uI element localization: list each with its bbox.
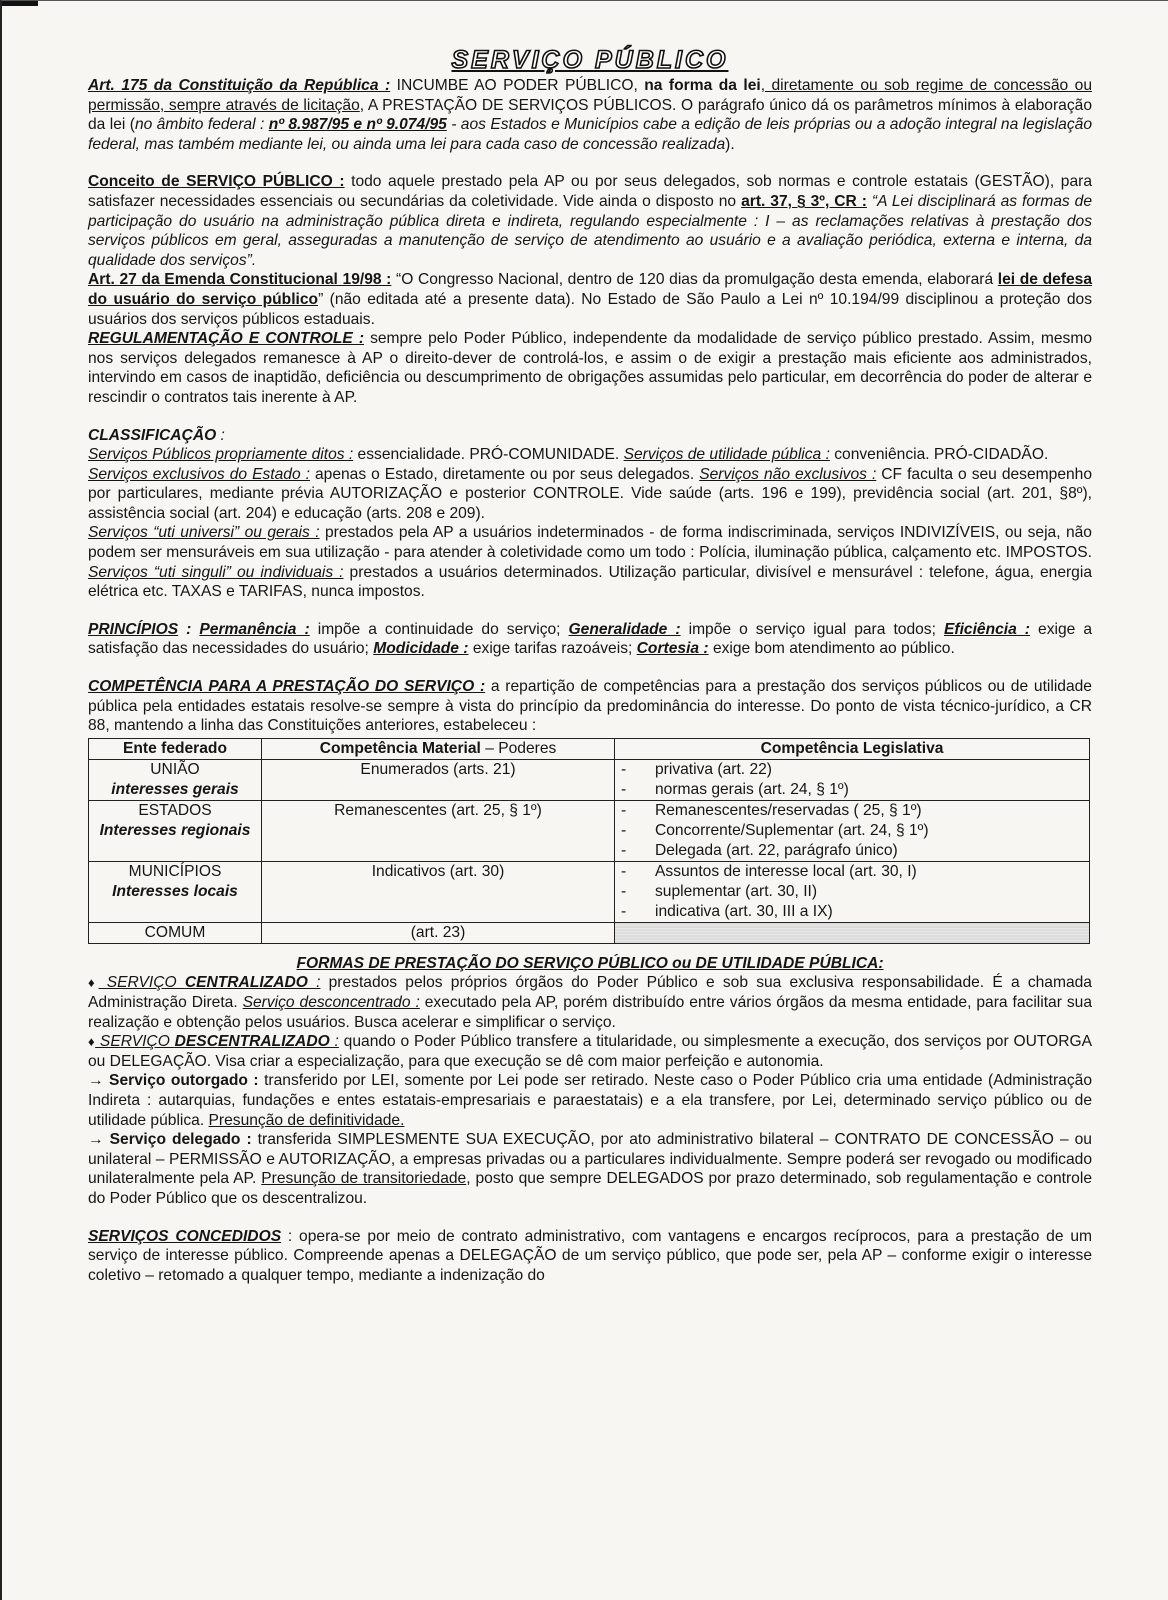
paragraph-descentralizado: ♦ SERVIÇO DESCENTRALIZADO : quando o Poder Público transfere a titularidade, ou simplesmente a execução, dos serviços por OUTORGA ou DELEGAÇÃO. Visa criar a especialização, para que execução se dê com maior perfeição e autonomia.	[88, 1033, 1092, 1070]
paragraph-concedidos: SERVIÇOS CONCEDIDOS : opera-se por meio de contrato administrativo, com vantagens e encargos recíprocos, para a prestação de um serviço de interesse público. Compreende apenas a DELEGAÇÃO de um serviço público, que pode ser, pela AP – conforme exigir o interesse coletivo – retomado a qualquer tempo, mediante a indenização do	[88, 1227, 1092, 1284]
diamond-bullet-icon: ♦	[88, 1034, 96, 1050]
competencia-label: COMPETÊNCIA PARA A PRESTAÇÃO DO SERVIÇO :	[88, 678, 486, 696]
competencia-table	[88, 738, 1090, 944]
page-title: SERVIÇO PÚBLICO	[451, 46, 729, 74]
regulamentacao-label: REGULAMENTAÇÃO E CONTROLE :	[88, 330, 365, 348]
art-175-reference: Art. 175 da Constituição da República :	[88, 77, 391, 94]
table-row: MUNICÍPIOS Interesses locais Indicativos (art. 30) - Assuntos de interesse local (art. 30, I) - suplementar (art. 30, II) - indicativa (art. 30, III a IX)	[89, 861, 1090, 922]
paragraph-principios: PRINCÍPIOS : Permanência : impõe a continuidade do serviço; Generalidade : impõe o serviço igual para todos; Eficiência : exige a satisfação das necessidades do usuário; Modicidade : exige tarifas razoáveis; Cortesia : exige bom atendimento ao público.	[88, 620, 1093, 658]
list-item: - suplementar (art. 30, II)	[621, 882, 818, 900]
conceito-label: Conceito de SERVIÇO PÚBLICO :	[88, 173, 345, 191]
lei-defesa-usuario: lei de defesa do usuário do serviço público	[88, 271, 1092, 308]
art-37-reference: art. 37, § 3º, CR :	[741, 192, 867, 210]
shaded-empty-cell	[615, 922, 1090, 943]
arrow-icon: →	[88, 1131, 104, 1149]
document-page	[88, 46, 1092, 1285]
table-row: UNIÃO interesses gerais Enumerados (arts. 21) - privativa (art. 22) - normas gerais (art. 24, § 1º)	[89, 759, 1090, 800]
list-item: - Concorrente/Suplementar (art. 24, § 1º)	[621, 821, 929, 839]
list-item: - Assuntos de interesse local (art. 30, I)	[621, 862, 917, 880]
paragraph-regulamentacao: REGULAMENTAÇÃO E CONTROLE : sempre pelo Poder Público, independente da modalidade de serviço público prestado. Assim, mesmo nos serviços delegados remanesce à AP o direito-dever de controlá-los, e assim o de exigir a prestação mais eficiente aos administrados, intervindo em casos de inaptidão, deficiência ou descumprimento de obrigações assumidas pelo particular, em decorrência do poder de alterar e rescindir o contratos tais inerente à AP.	[88, 330, 1092, 406]
paragraph-competencia: COMPETÊNCIA PARA A PRESTAÇÃO DO SERVIÇO : a repartição de competências para a prestação dos serviços públicos ou de utilidade pública pela entidades estatais resolve-se sempre à vista do princípio da predominância do interesse. Do ponto de vista técnico-jurídico, a CR 88, mantendo a linha das Constituições anteriores, estabeleceu :	[88, 678, 1092, 735]
paragraph-art-175: Art. 175 da Constituição da República : INCUMBE AO PODER PÚBLICO, na forma da lei, diretamente ou sob regime de concessão ou permissão, sempre através de licitação, A PRESTAÇÃO DE SERVIÇOS PÚBLICOS. O parágrafo único dá os parâmetros mínimos à elaboração da lei (no âmbito federal : nº 8.987/95 e nº 9.074/95 - aos Estados e Municípios cabe a edição de leis próprias ou a adoção integral na legislação federal, mas também mediante lei, ou ainda uma lei para cada caso de concessão realizada).	[88, 77, 1092, 153]
table-header-ente: Ente federado	[89, 738, 262, 759]
list-item: - normas gerais (art. 24, § 1º)	[621, 780, 849, 798]
table-header-legislativa: Competência Legislativa	[615, 738, 1090, 759]
table-row: COMUM (art. 23)	[89, 922, 1090, 943]
list-item: - Delegada (art. 22, parágrafo único)	[621, 841, 898, 859]
arrow-icon: →	[88, 1072, 104, 1090]
scan-top-mark	[0, 0, 38, 6]
list-item: - privativa (art. 22)	[621, 760, 772, 778]
paragraph-conceito: Conceito de SERVIÇO PÚBLICO : todo aquele prestado pela AP ou por seus delegados, sob normas e controle estatais (GESTÃO), para satisfazer necessidades essenciais ou secundárias da coletividade. Vide ainda o disposto no art. 37, § 3º, CR : “A Lei disciplinará as formas de participação do usuário na administração pública direta e indireta, regulando especialmente : I – as reclamações relativas à prestação dos serviços públicos em geral, asseguradas a manutenção de serviço de atendimento ao usuário e a avaliação periódica, externa e interna, da qualidade dos serviços”.	[88, 173, 1092, 269]
table-header-row	[89, 738, 1090, 759]
paragraph-emenda-19: Art. 27 da Emenda Constitucional 19/98 : “O Congresso Nacional, dentro de 120 dias da promulgação desta emenda, elaborará lei de defesa do usuário do serviço público” (não editada até a presente data). No Estado de São Paulo a Lei nº 10.194/99 disciplinou a proteção dos usuários dos serviços públicos estaduais.	[88, 271, 1093, 328]
classificacao-item-3: Serviços “uti universi” ou gerais : prestados pela AP a usuários indeterminados - de forma indiscriminada, serviços INDIVIZÍVEIS, ou seja, não podem ser mensuráveis em sua utilização - para atender à coletividade como um todo : Polícia, iluminação pública, calçamento etc. IMPOSTOS. Serviços “uti singuli” ou individuais : prestados a usuários determinados. Utilização particular, divisível e mensurável : telefone, água, energia elétrica etc. TAXAS e TARIFAS, nunca impostos.	[88, 524, 1092, 601]
concedidos-label: SERVIÇOS CONCEDIDOS	[88, 1227, 282, 1245]
classificacao-item-1: Serviços Públicos propriamente ditos : essencialidade. PRÓ-COMUNIDADE. Serviços de utilidade pública : conveniência. PRÓ-CIDADÃO.	[88, 446, 1049, 464]
emenda-19-reference: Art. 27 da Emenda Constitucional 19/98 :	[88, 271, 392, 289]
paragraph-delegado: → Serviço delegado : transferida SIMPLESMENTE SUA EXECUÇÃO, por ato administrativo bilateral – CONTRATO DE CONCESSÃO – ou unilateral – PERMISSÃO e AUTORIZAÇÃO, a empresas privadas ou a particulares individualmente. Sempre poderá ser revogado ou modificado unilateralmente pela AP. Presunção de transitoriedade, posto que sempre DELEGADOS por prazo determinado, sob regulamentação e controle do Poder Público que os descentralizou.	[88, 1131, 1092, 1207]
paragraph-centralizado: ♦ SERVIÇO CENTRALIZADO : prestados pelos próprios órgãos do Poder Público e sob sua exclusiva responsabilidade. É a chamada Administração Direta. Serviço desconcentrado : executado pela AP, porém distribuído entre vários órgãos da mesma entidade, para facilitar sua realização e obtenção pelos usuários. Busca acelerar e simplificar o serviço.	[88, 974, 1092, 1031]
list-item: - indicativa (art. 30, III a IX)	[621, 902, 833, 920]
table-row: ESTADOS Interesses regionais Remanescentes (art. 25, § 1º) - Remanescentes/reservadas ( 25, § 1º) - Concorrente/Suplementar (art. 24, § 1º) - Delegada (art. 22, parágrafo único)	[89, 800, 1090, 861]
paragraph-outorgado: → Serviço outorgado : transferido por LEI, somente por Lei pode ser retirado. Neste caso o Poder Público cria uma entidade (Administração Indireta : autarquias, fundações e entes estatais-empresariais e paraestatais) e a ela transfere, por Lei, determinado serviço público ou de utilidade pública. Presunção de definitividade.	[88, 1072, 1092, 1129]
federal-laws-reference: nº 8.987/95 e nº 9.074/95	[268, 116, 447, 134]
principios-label: PRINCÍPIOS	[88, 620, 179, 638]
list-item: - Remanescentes/reservadas ( 25, § 1º)	[621, 801, 922, 819]
formas-heading: FORMAS DE PRESTAÇÃO DO SERVIÇO PÚBLICO ou DE UTILIDADE PÚBLICA:	[296, 954, 884, 972]
table-header-material: Competência Material – Poderes	[262, 738, 615, 759]
classificacao-heading: CLASSIFICAÇÃO :	[88, 426, 225, 444]
classificacao-item-2: Serviços exclusivos do Estado : apenas o Estado, diretamente ou por seus delegados. Serviços não exclusivos : CF faculta o seu desempenho por particulares, mediante prévia AUTORIZAÇÃO e posterior CONTROLE. Vide saúde (arts. 196 e 199), previdência social (art. 201, §8º), assistência social (art. 204) e educação (arts. 208 e 209).	[88, 465, 1093, 522]
diamond-bullet-icon: ♦	[88, 975, 99, 991]
